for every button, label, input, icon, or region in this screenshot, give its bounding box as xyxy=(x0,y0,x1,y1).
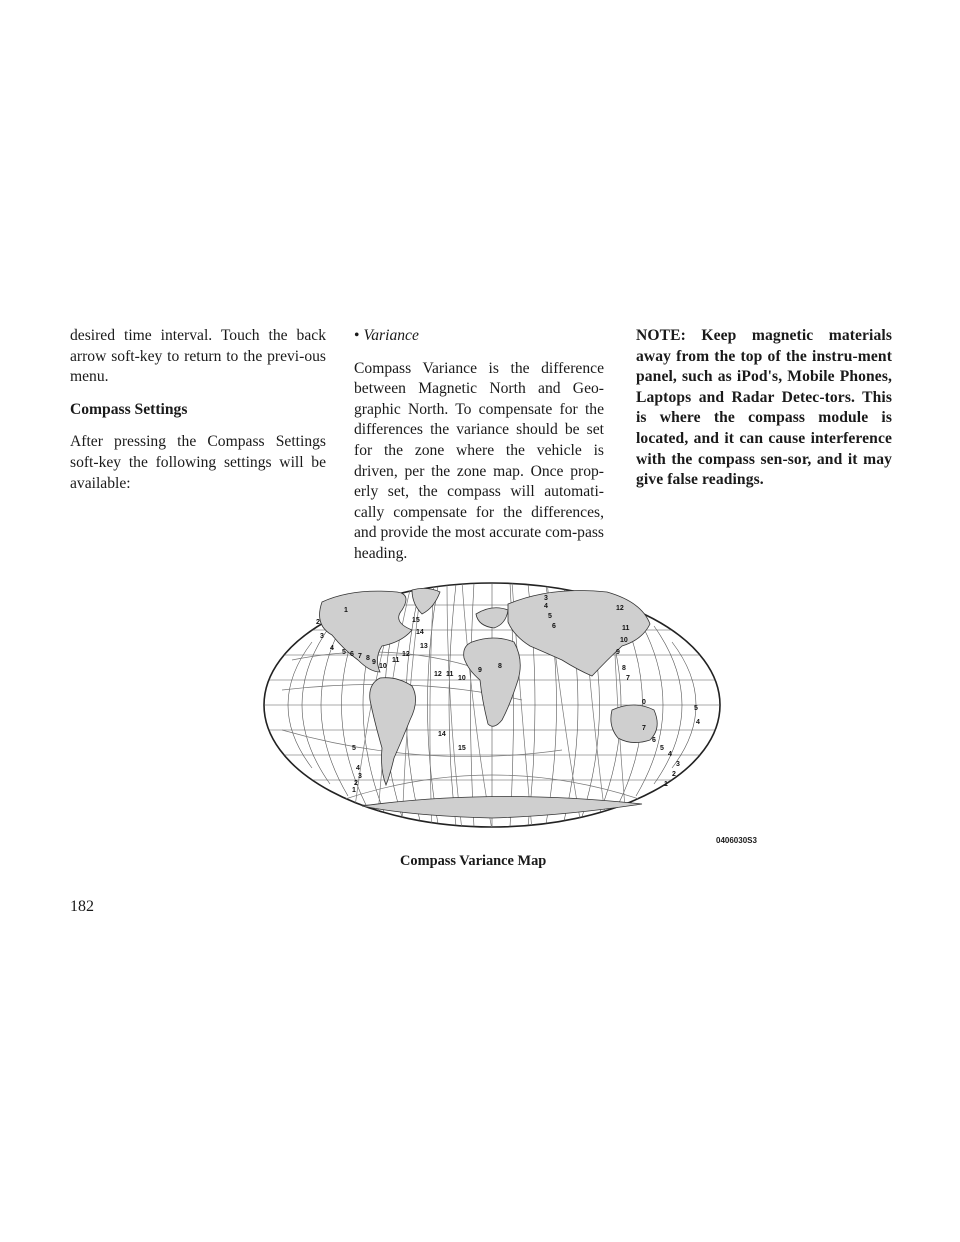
paragraph-compass-settings: After pressing the Compass Settings soft-key the following settings will be available: xyxy=(70,433,326,492)
zone-label: 2 xyxy=(354,780,358,787)
zone-label: 6 xyxy=(350,651,354,658)
bullet-icon: • xyxy=(354,327,360,344)
zone-label: 4 xyxy=(696,719,700,726)
compass-variance-map xyxy=(262,580,722,830)
column-left xyxy=(70,326,326,506)
zone-label: 1 xyxy=(352,787,356,794)
zone-label: 13 xyxy=(420,643,428,650)
zone-label: 1 xyxy=(664,781,668,788)
zone-label: 5 xyxy=(548,613,552,620)
column-right xyxy=(636,326,892,503)
zone-label: 4 xyxy=(544,603,548,610)
zone-label: 8 xyxy=(366,655,370,662)
zone-label: 5 xyxy=(342,649,346,656)
page-number: 182 xyxy=(70,898,94,915)
zone-label: 6 xyxy=(652,737,656,744)
zone-label: 6 xyxy=(552,623,556,630)
figure-caption: Compass Variance Map xyxy=(400,853,547,869)
zone-label: 5 xyxy=(660,745,664,752)
zone-label: 9 xyxy=(478,667,482,674)
paragraph-variance: Compass Variance is the difference between Magnetic North and Geo-graphic North. To compensate for the differences the variance should be set for the zone where the vehicle is driven, per the zone map. Once prop-erly set, the compass will automati-cally compensate for the differences, and provide the most accurate com-pass heading. xyxy=(354,359,604,562)
bullet-item-variance xyxy=(354,326,604,347)
column-middle xyxy=(354,326,604,577)
zone-label: 12 xyxy=(434,671,442,678)
zone-label: 8 xyxy=(622,665,626,672)
zone-label: 8 xyxy=(498,663,502,670)
zone-label: 14 xyxy=(438,731,446,738)
zone-label: 4 xyxy=(330,645,334,652)
zone-label: 4 xyxy=(668,751,672,758)
note-paragraph: NOTE: Keep magnetic materials away from the top of the instru-ment panel, such as iPod's, Mobile Phones, Laptops and Radar Detec-tors. This is where the compass module is located, and it can cause interference with the compass sen-sor, and it may give false readings. xyxy=(636,327,892,489)
zone-label: 11 xyxy=(392,657,400,664)
paragraph-continuation: desired time interval. Touch the back arrow soft-key to return to the previ-ous menu. xyxy=(70,327,326,386)
zone-label: 7 xyxy=(642,725,646,732)
zone-label: 3 xyxy=(676,761,680,768)
zone-label: 10 xyxy=(458,675,466,682)
figure-code: 0406030S3 xyxy=(716,836,757,845)
zone-label: 2 xyxy=(316,619,320,626)
zone-label: 0 xyxy=(642,699,646,706)
world-map-illustration xyxy=(262,580,722,830)
zone-label: 3 xyxy=(358,773,362,780)
section-heading: Compass Settings xyxy=(70,400,188,418)
zone-label: 7 xyxy=(358,653,362,660)
zone-label: 10 xyxy=(620,637,628,644)
zone-label: 10 xyxy=(379,663,387,670)
zone-label: 9 xyxy=(616,649,620,656)
zone-label: 5 xyxy=(352,745,356,752)
zone-label: 15 xyxy=(412,617,420,624)
zone-label: 3 xyxy=(544,595,548,602)
zone-label: 15 xyxy=(458,745,466,752)
zone-label: 7 xyxy=(626,675,630,682)
zone-label: 4 xyxy=(356,765,360,772)
zone-label: 12 xyxy=(616,605,624,612)
zone-label: 5 xyxy=(694,705,698,712)
zone-label: 11 xyxy=(446,671,454,678)
zone-label: 9 xyxy=(372,659,376,666)
zone-label: 1 xyxy=(344,607,348,614)
zone-label: 11 xyxy=(622,625,630,632)
zone-label: 14 xyxy=(416,629,424,636)
zone-label: 12 xyxy=(402,651,410,658)
zone-label: 3 xyxy=(320,633,324,640)
bullet-label: Variance xyxy=(363,327,419,344)
zone-label: 2 xyxy=(672,771,676,778)
